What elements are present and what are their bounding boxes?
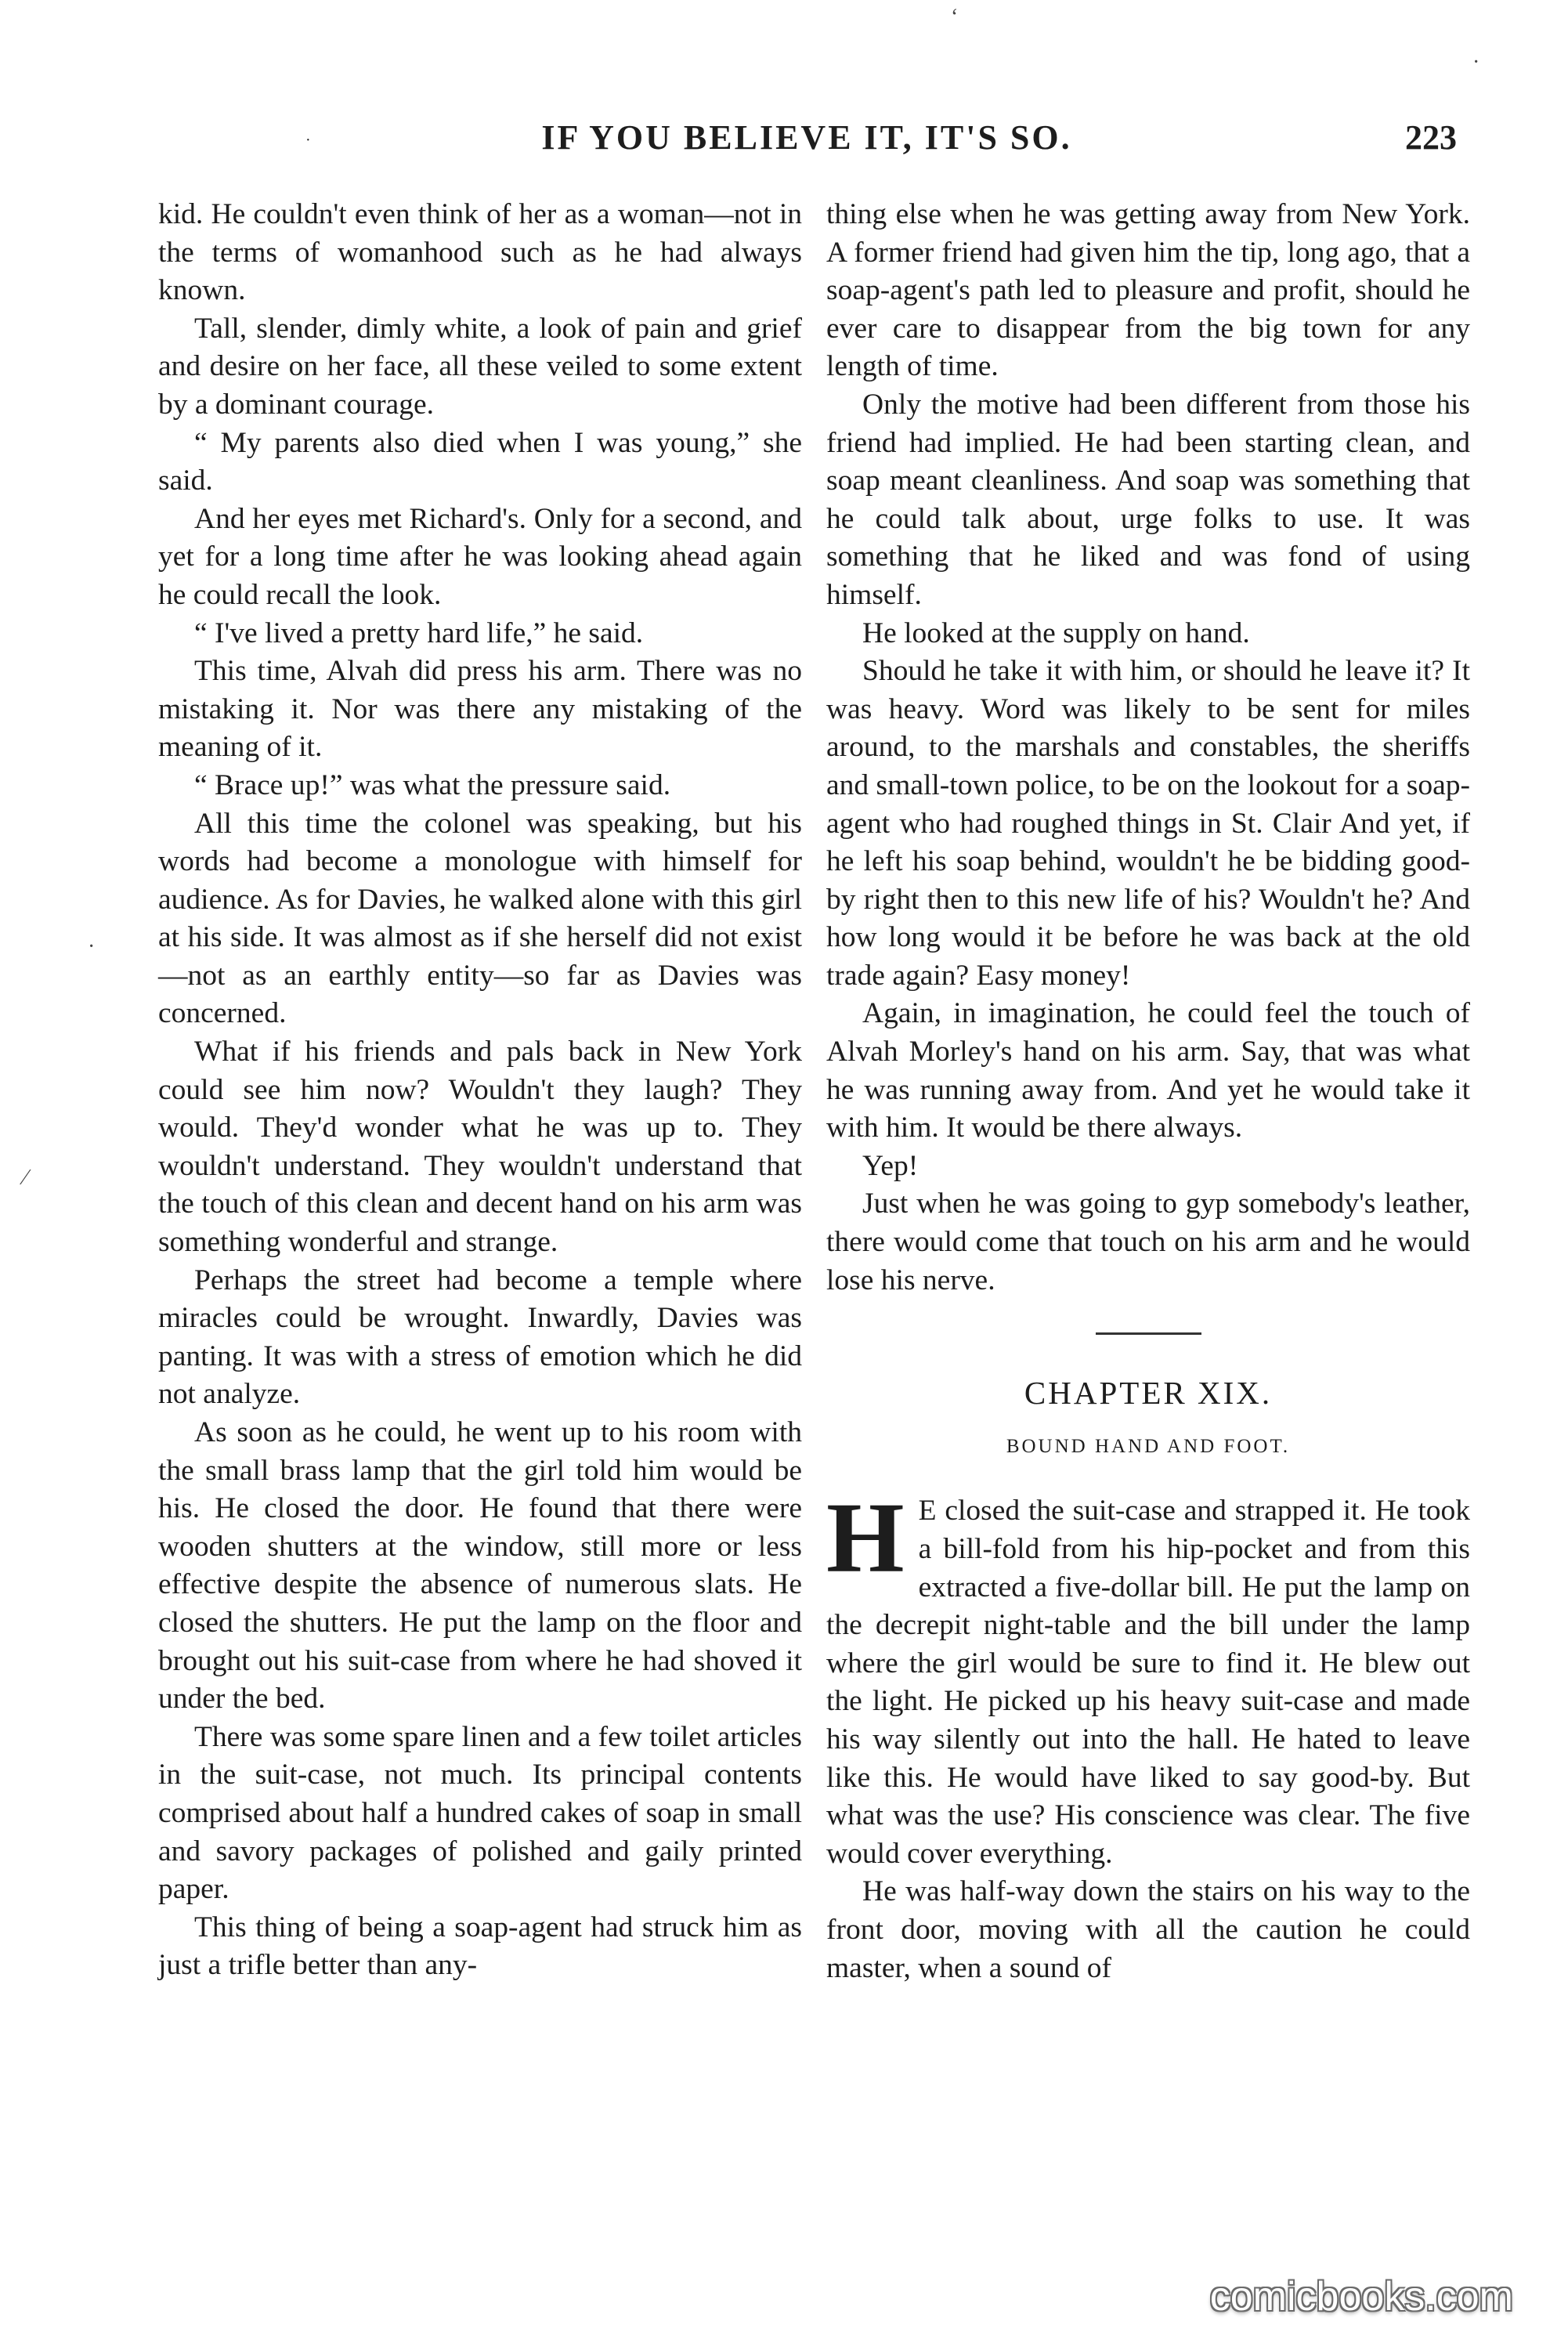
paragraph: “ My parents also died when I was young,” she said. — [158, 426, 802, 497]
paragraph: There was some spare linen and a few toilet articles in the suit-case, not much. Its principal contents comprised about half a hundred cakes of soap in small and savory packages of polished and gaily printed paper. — [158, 1720, 802, 1906]
paragraph: He was half-way down the stairs on his way to the front door, moving with all the caution he could master, when a sound of — [826, 1875, 1470, 1984]
paragraph: kid. He couldn't even think of her as a woman—not in the terms of womanhood such as he had always known. — [158, 198, 802, 307]
chapter-subtitle: BOUND HAND AND FOOT. — [1006, 1435, 1291, 1457]
left-column — [158, 196, 802, 1985]
paragraph: Perhaps the street had become a temple where miracles could be wrought. Inwardly, Davies was panting. It was with a stress of emotion which he did not analyze. — [158, 1264, 802, 1411]
chapter-opening-text: E closed the suit-case and strapped it. He took a bill-fold from his hip-pocket and from this extracted a five-dollar bill. He put the lamp on the decrepit night-table and the bill under the lamp where the girl would be sure to find it. He blew out the light. He picked up his heavy suit-case and made his way silently out into the hall. He hated to leave like this. He would have liked to say good-by. But what was the use? His conscience was clear. The five would cover everything. — [826, 1495, 1470, 1870]
paragraph: “ Brace up!” was what the pressure said. — [194, 768, 671, 801]
paragraph: He looked at the supply on hand. — [862, 616, 1250, 649]
paragraph: Should he take it with him, or should he leave it? It was heavy. Word was likely to be sent for miles around, to the marshals and constables, the sheriffs and small-town police, to be on the lookout for a soap-agent who had roughed things in St. Clair And yet, if he left his soap behind, wouldn't he be bidding good-by right then to this new life of his? Wouldn't he? And how long would it be before he was back at the old trade again? Easy money! — [826, 655, 1470, 992]
paragraph: Only the motive had been different from those his friend had implied. He had been starting clean, and soap meant cleanliness. And soap was something that he could talk about, urge folks to use. It was something that he liked and was fond of using himself. — [826, 388, 1470, 611]
ink-speck-corner: · — [1472, 50, 1480, 74]
paragraph: Yep! — [862, 1149, 919, 1182]
paragraph: As soon as he could, he went up to his room with the small brass lamp that the girl told him would be his. He closed the door. He found that there were wooden shutters at the window, still more or less effective despite the absence of numerous slats. He closed the shutters. He put the lamp on the floor and brought out his suit-case from where he had shoved it under the bed. — [158, 1416, 802, 1716]
page-header — [157, 118, 1457, 172]
paragraph: What if his friends and pals back in New York could see him now? Wouldn't they laugh? They would. They'd wonder what he was up to. They wouldn't understand. They wouldn't understand that the touch of this clean and decent hand on his arm was something wonderful and strange. — [158, 1036, 802, 1259]
paragraph: This time, Alvah did press his arm. There was no mistaking it. Nor was there any mistaking of the meaning of it. — [158, 655, 802, 764]
ink-speck-top: ʻ — [951, 5, 959, 29]
ink-speck-margin: · — [88, 935, 96, 959]
page-number: 223 — [1405, 118, 1457, 157]
header-dot: · — [305, 132, 311, 149]
paragraph: This thing of being a soap-agent had struck him as just a trifle better than any- — [158, 1911, 802, 1982]
paragraph: Just when he was going to gyp somebody's leather, there would come that touch on his arm and he would lose his nerve. — [826, 1188, 1470, 1296]
running-head: IF YOU BELIEVE IT, IT'S SO. — [541, 118, 1072, 157]
chapter-opening-paragraph — [826, 1482, 1470, 1873]
right-column — [826, 196, 1470, 1987]
paragraph: “ I've lived a pretty hard life,” he said. — [194, 616, 644, 649]
chapter-title: CHAPTER XIX. — [1024, 1375, 1273, 1412]
paragraph: And her eyes met Richard's. Only for a second, and yet for a long time after he was looking ahead again he could recall the look. — [158, 502, 802, 611]
watermark-logo: comicbooks.com — [1209, 2274, 1513, 2319]
paragraph: All this time the colonel was speaking, but his words had become a monologue with himself for audience. As for Davies, he walked alone with this girl at his side. It was almost as if she herself did not exist —not as an earthly entity—so far as Davies was concerned. — [158, 807, 802, 1030]
section-divider — [1096, 1332, 1201, 1335]
paragraph: thing else when he was getting away from New York. A former friend had given him the tip, long ago, that a soap-agent's path led to pleasure and profit, should he ever care to disappear from the big town for any length of time. — [826, 198, 1470, 383]
drop-cap: H — [826, 1482, 905, 1594]
paragraph: Tall, slender, dimly white, a look of pain and grief and desire on her face, all these veiled to some extent by a dominant courage. — [158, 312, 802, 421]
paragraph: Again, in imagination, he could feel the touch of Alvah Morley's hand on his arm. Say, that was what he was running away from. And yet he would take it with him. It would be there always. — [826, 997, 1470, 1144]
pencil-mark-margin: ⁄ — [23, 1166, 27, 1190]
